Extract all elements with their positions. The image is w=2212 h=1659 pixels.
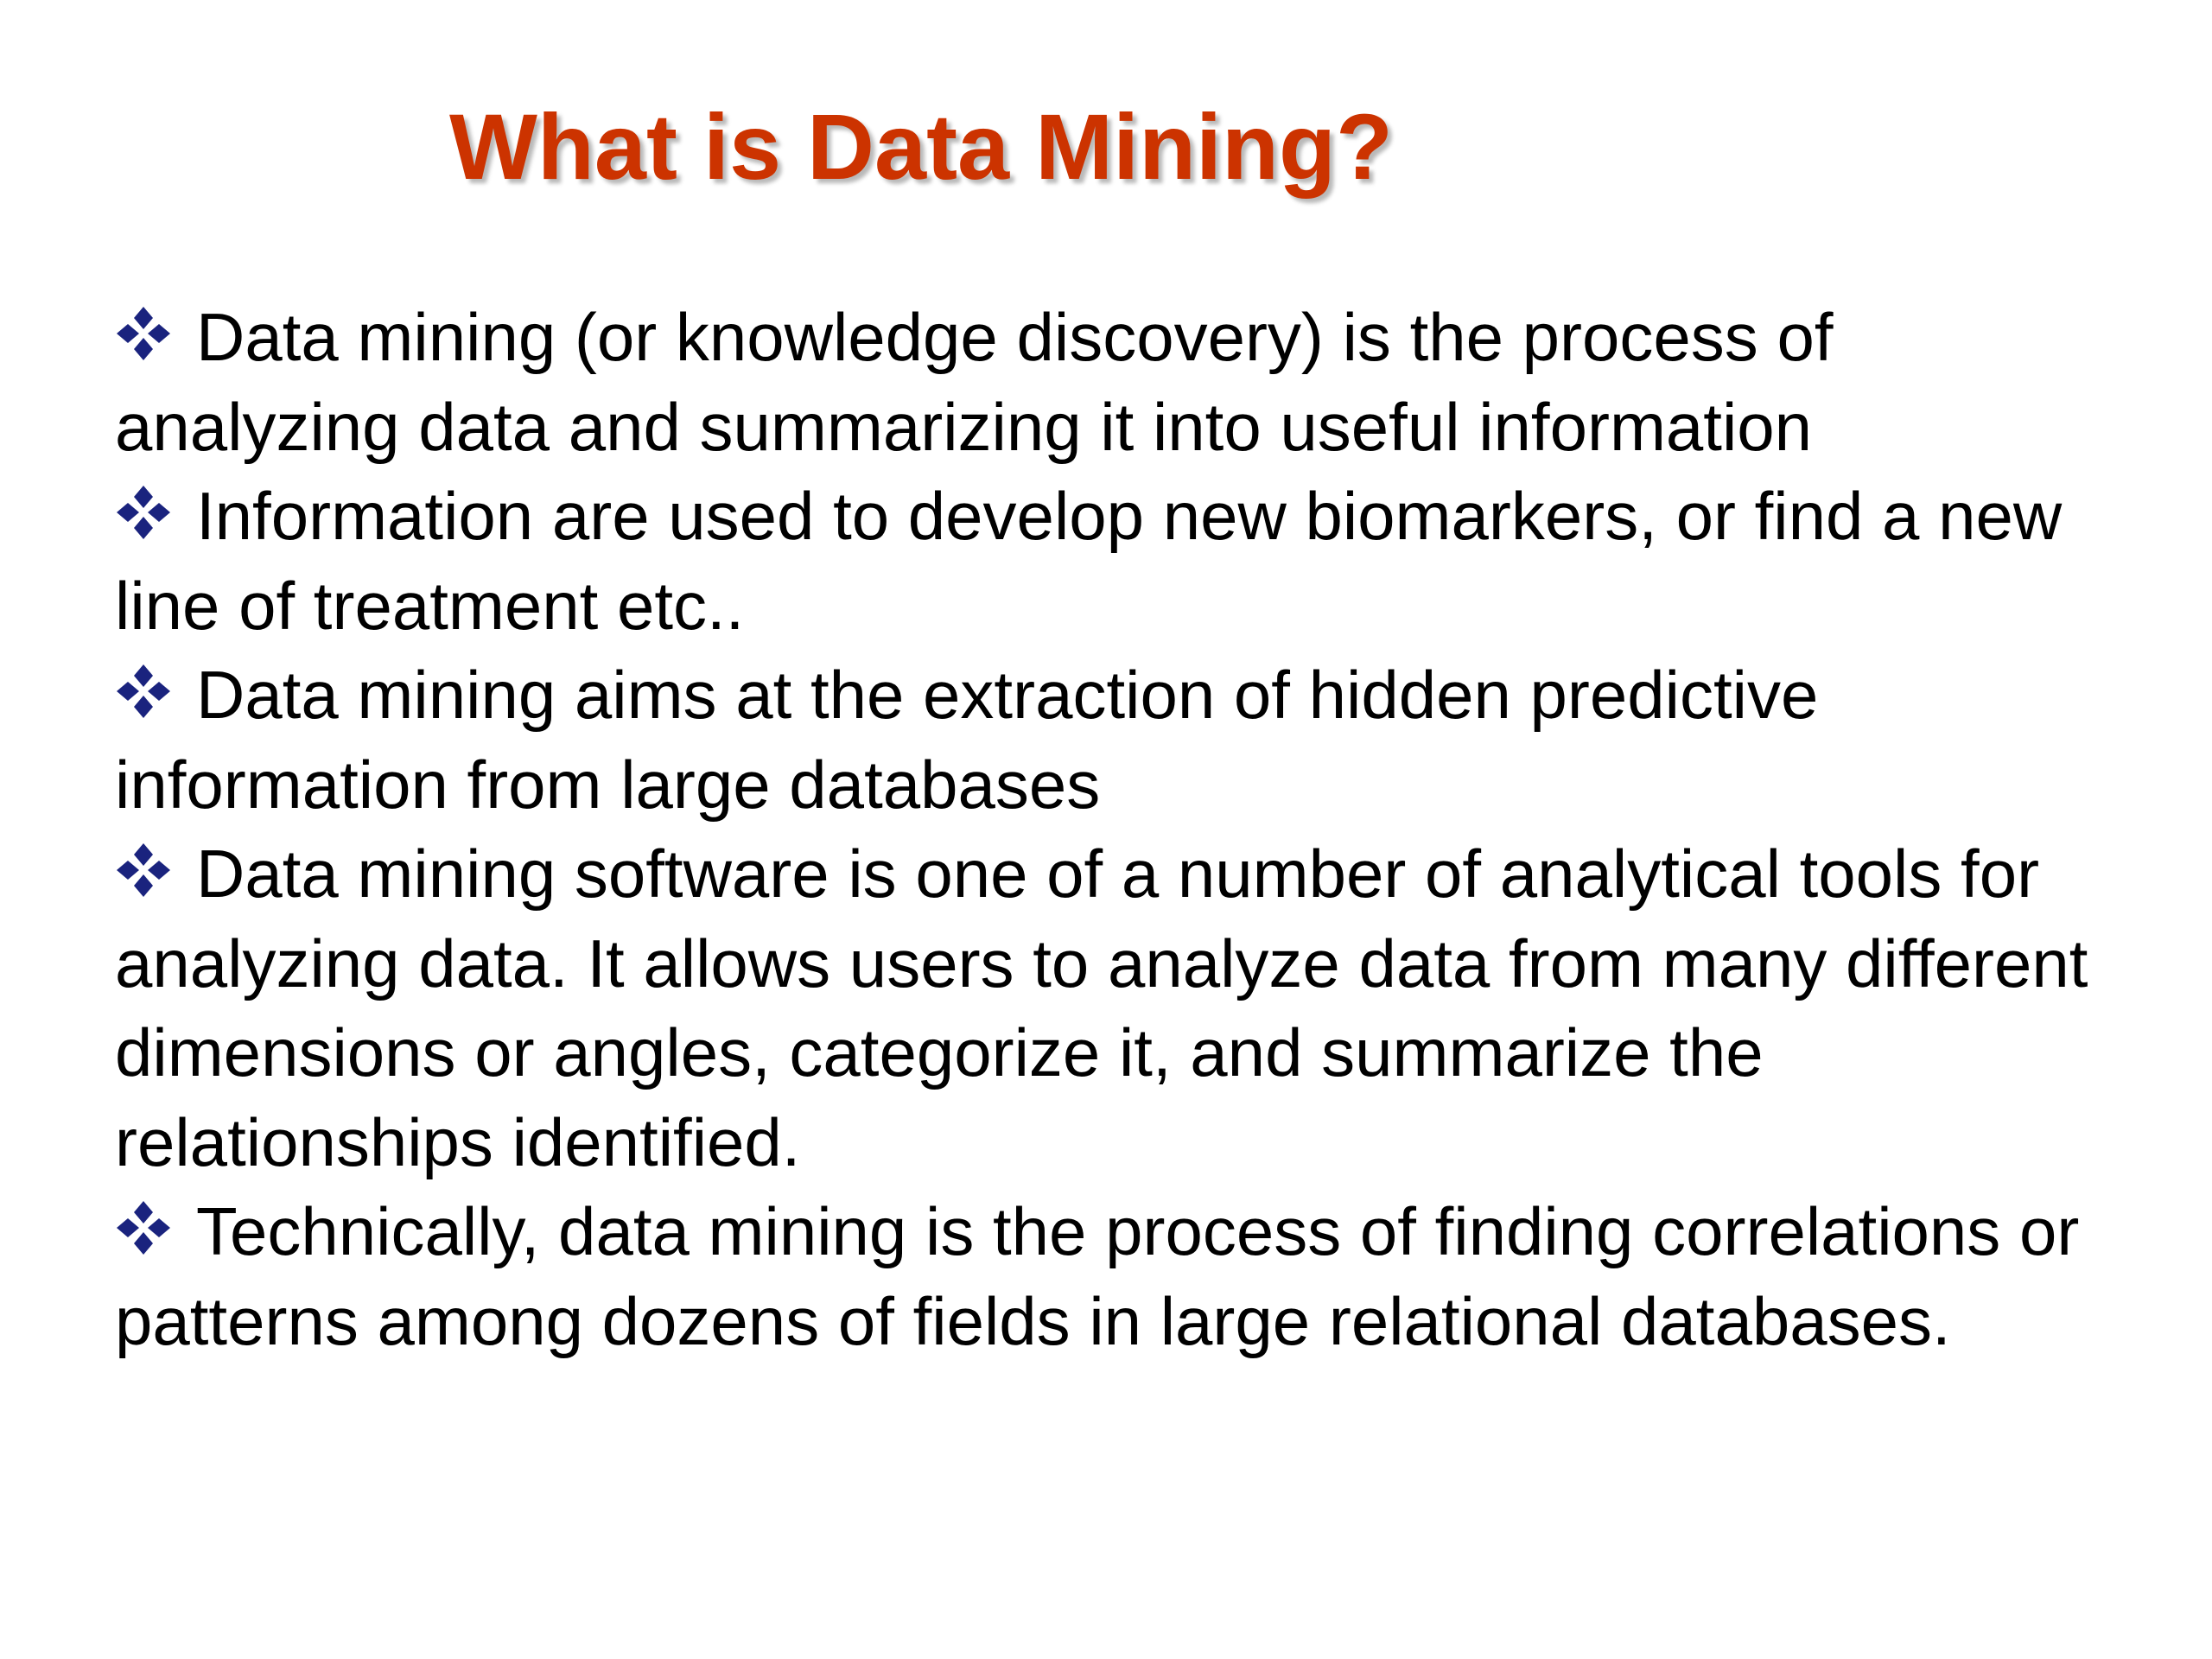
bullet-text: Data mining software is one of a number of analytical tools for analyzing data. It allows users to analyze data from many different dimensions or angles, categorize it, and summarize the relationships identified. — [115, 836, 2088, 1180]
bullet-item — [115, 299, 1834, 465]
bullet-text: Data mining (or knowledge discovery) is the process of analyzing data and summarizing it into useful information — [115, 299, 1834, 465]
four-diamond-icon — [115, 484, 172, 541]
slide-title: What is Data Mining? — [449, 94, 1393, 199]
four-diamond-icon — [115, 842, 172, 899]
four-diamond-icon — [115, 305, 172, 362]
bullet-text: Information are used to develop new biomarkers, or find a new line of treatment etc.. — [115, 478, 2063, 644]
four-diamond-icon — [115, 1199, 172, 1256]
bullet-item — [115, 1193, 2079, 1359]
bullet-text: Data mining aims at the extraction of hidden predictive information from large databases — [115, 657, 1819, 823]
four-diamond-icon — [115, 663, 172, 720]
bullet-item — [115, 657, 1818, 823]
bullet-item — [115, 836, 2088, 1180]
bullet-text: Technically, data mining is the process of finding correlations or patterns among dozens of fields in large relational databases. — [115, 1193, 2080, 1359]
bullet-item — [115, 478, 2062, 644]
bullet-list — [115, 293, 2128, 1366]
